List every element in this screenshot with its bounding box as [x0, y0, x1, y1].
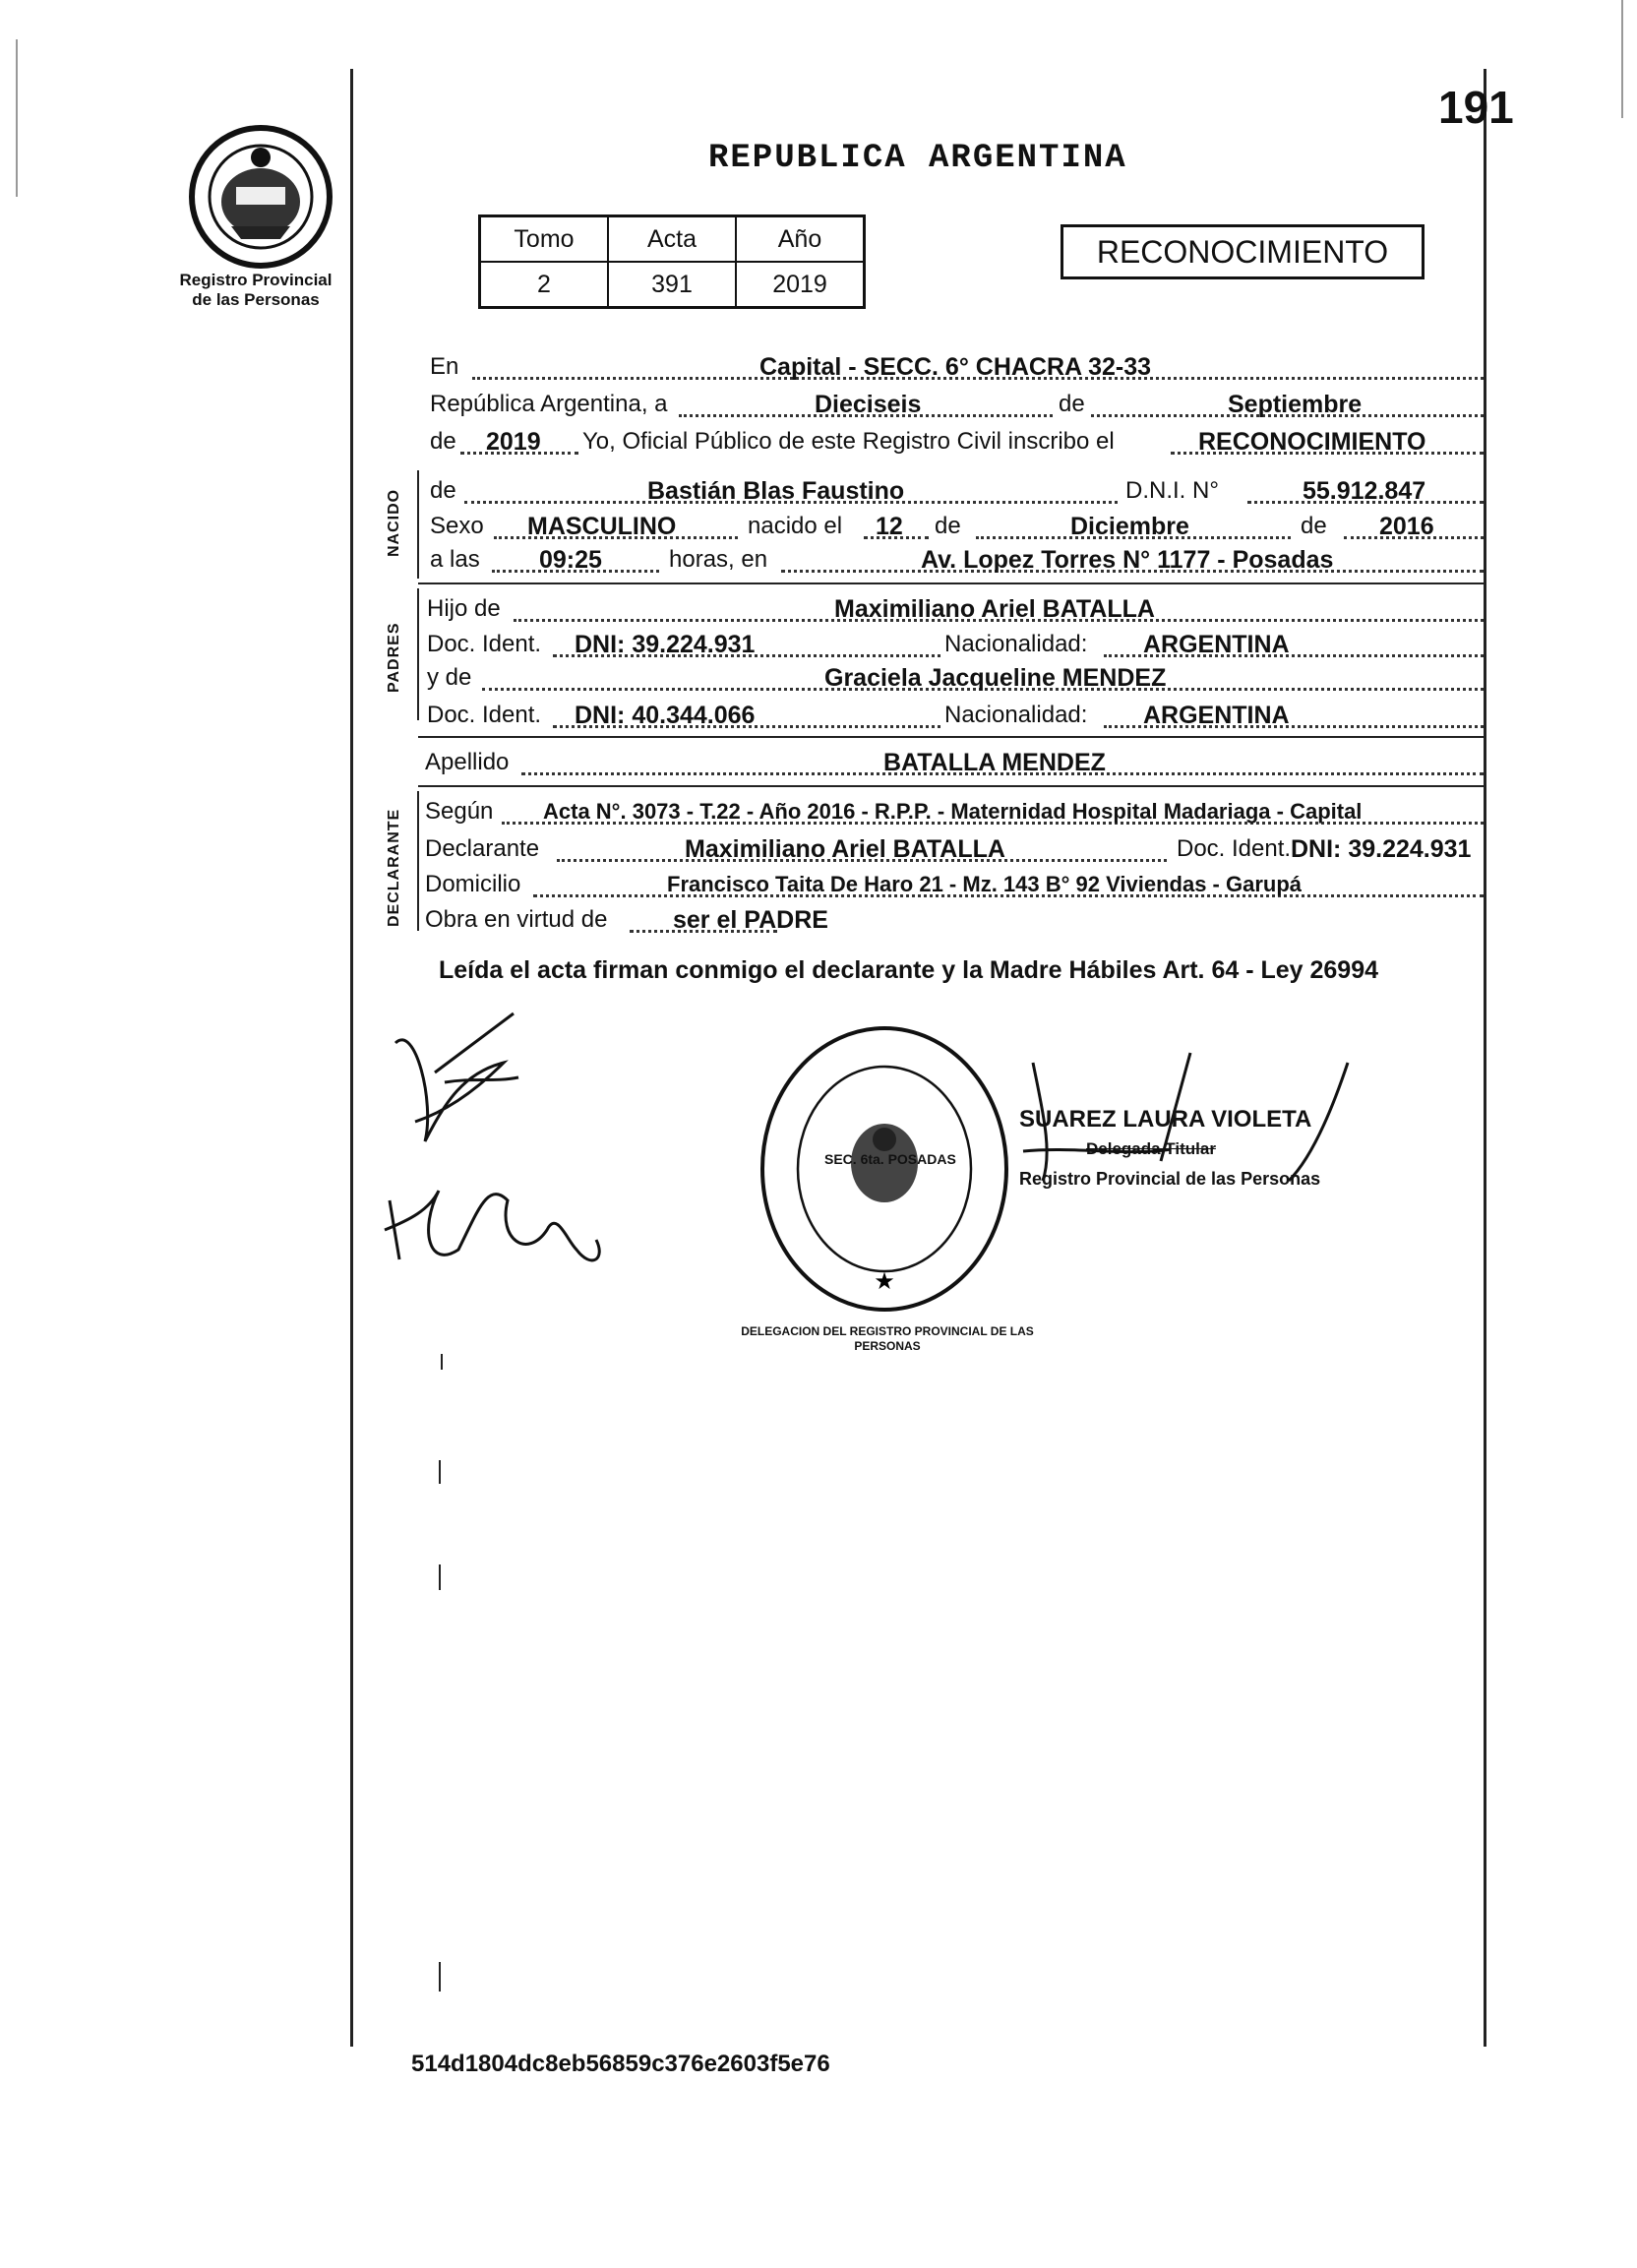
ref-value-anio: 2019 — [736, 262, 865, 308]
ref-value-acta: 391 — [608, 262, 736, 308]
declarante-bracket — [417, 791, 419, 931]
birth-year-value: 2016 — [1379, 513, 1434, 540]
official-name: SUAREZ LAURA VIOLETA — [1019, 1106, 1312, 1133]
ref-header-anio: Año — [736, 216, 865, 263]
section-separator — [418, 736, 1485, 738]
segun-label: Según — [425, 798, 494, 825]
nac1-value: ARGENTINA — [1143, 631, 1290, 658]
official-org: Registro Provincial de las Personas — [1019, 1169, 1321, 1189]
time-value: 09:25 — [539, 546, 602, 574]
ref-header-tomo: Tomo — [480, 216, 609, 263]
en-label: En — [430, 353, 459, 380]
domicilio-label: Domicilio — [425, 871, 521, 897]
row-segun — [425, 795, 1484, 828]
nacido-de2-label: de — [935, 513, 961, 539]
nacido-de-label: de — [430, 477, 456, 504]
logo-caption — [157, 271, 354, 310]
row-apellido — [425, 746, 1484, 779]
declarante-side-label: DECLARANTE — [386, 808, 402, 927]
mother-value: Graciela Jacqueline MENDEZ — [824, 664, 1167, 692]
dni-label: D.N.I. N° — [1125, 477, 1219, 504]
logo-caption-line1: Registro Provincial — [179, 271, 333, 289]
nac1-label: Nacionalidad: — [940, 628, 1091, 661]
svg-text:★: ★ — [874, 1267, 895, 1295]
padres-bracket — [417, 588, 419, 720]
padres-side-label: PADRES — [386, 622, 402, 693]
mother-signature — [380, 1151, 616, 1299]
de-label: de — [1055, 388, 1089, 421]
de2-label: de — [430, 428, 456, 455]
month-value: Septiembre — [1228, 391, 1363, 418]
declarante-doc-label: Doc. Ident. — [1177, 835, 1292, 862]
birth-day-value: 12 — [876, 513, 903, 540]
stamp-ring-text: DELEGACION DEL REGISTRO PROVINCIAL DE LAS PERSONAS — [741, 1324, 1034, 1353]
page-number: 191 — [1438, 82, 1514, 133]
nacido-bracket — [417, 470, 419, 579]
province-seal-logo — [187, 123, 334, 271]
official-stamp — [758, 1023, 1011, 1315]
nacido-side-label: NACIDO — [386, 488, 402, 557]
margin-mark — [439, 1460, 441, 1484]
en-value: Capital - SECC. 6° CHACRA 32-33 — [759, 353, 1152, 381]
sexo-value: MASCULINO — [527, 513, 677, 540]
row-doc1 — [425, 628, 1484, 661]
reference-table — [478, 215, 866, 309]
margin-mark — [439, 1564, 441, 1590]
row-declarante — [425, 832, 1484, 866]
margin-mark — [441, 1354, 443, 1370]
declarante-value: Maximiliano Ariel BATALLA — [685, 835, 1005, 863]
republica-label: República Argentina, a — [430, 391, 668, 417]
stamp-inner-text: SEC. 6ta. POSADAS — [824, 1151, 956, 1167]
doc1-label: Doc. Ident. — [427, 631, 542, 657]
row-en — [425, 350, 1484, 384]
sexo-label: Sexo — [430, 513, 484, 539]
logo-caption-line2: de las Personas — [192, 290, 320, 309]
row-y-de — [425, 661, 1484, 695]
left-border-line — [350, 69, 353, 2047]
inscribo-value: RECONOCIMIENTO — [1198, 428, 1426, 456]
row-domicilio — [425, 868, 1484, 901]
dni-value: 55.912.847 — [1303, 477, 1426, 505]
doc1-value: DNI: 39.224.931 — [575, 631, 756, 658]
row-sexo — [425, 510, 1484, 543]
apellido-value: BATALLA MENDEZ — [883, 749, 1106, 776]
horas-label: horas, en — [669, 546, 768, 573]
birth-month-value: Diciembre — [1070, 513, 1189, 540]
right-border-line — [1484, 69, 1486, 2047]
birth-place-value: Av. Lopez Torres N° 1177 - Posadas — [921, 546, 1334, 574]
oficial-text: Yo, Oficial Público de este Registro Civil inscribo el — [582, 428, 1115, 455]
declarante-doc-value: DNI: 39.224.931 — [1291, 835, 1472, 863]
father-value: Maximiliano Ariel BATALLA — [834, 595, 1155, 623]
closing-statement: Leída el acta firman conmigo el declarante y la Madre Hábiles Art. 64 - Ley 26994 — [439, 956, 1379, 984]
margin-mark — [439, 1962, 441, 1992]
y-de-label: y de — [427, 664, 472, 691]
nac2-value: ARGENTINA — [1143, 702, 1290, 729]
document-hash: 514d1804dc8eb56859c376e2603f5e76 — [411, 2051, 830, 2077]
doc2-value: DNI: 40.344.066 — [575, 702, 756, 729]
row-nacido-name — [425, 474, 1484, 508]
nacido-el-label: nacido el — [748, 513, 843, 539]
a-las-label: a las — [430, 546, 480, 573]
document-type-box: RECONOCIMIENTO — [1061, 224, 1425, 279]
row-obra — [425, 903, 1484, 937]
ref-header-acta: Acta — [608, 216, 736, 263]
nac2-label: Nacionalidad: — [940, 699, 1091, 732]
official-role: Delegada Titular — [1086, 1139, 1216, 1158]
declarant-signature — [386, 984, 582, 1161]
hijo-label: Hijo de — [427, 595, 501, 622]
row-doc2 — [425, 699, 1484, 732]
official-handwritten-signature — [1013, 1043, 1367, 1230]
nacido-name-value: Bastián Blas Faustino — [647, 477, 905, 505]
section-separator — [418, 582, 1485, 584]
section-separator — [418, 785, 1485, 787]
row-year — [425, 425, 1484, 459]
year-value: 2019 — [486, 428, 541, 456]
nacido-de3-label: de — [1301, 513, 1327, 539]
apellido-label: Apellido — [425, 749, 510, 775]
obra-label: Obra en virtud de — [425, 906, 608, 933]
row-hijo — [425, 592, 1484, 626]
scan-edge-right — [1621, 0, 1623, 118]
day-value: Dieciseis — [815, 391, 922, 418]
row-hora — [425, 543, 1484, 577]
ref-value-tomo: 2 — [480, 262, 609, 308]
doc2-label: Doc. Ident. — [427, 702, 542, 728]
scan-edge-left — [16, 39, 18, 197]
document-title: REPUBLICA ARGENTINA — [708, 140, 1127, 177]
domicilio-value: Francisco Taita De Haro 21 - Mz. 143 B° 92 Viviendas - Garupá — [667, 872, 1303, 896]
row-republica — [425, 388, 1484, 421]
segun-value: Acta N°. 3073 - T.22 - Año 2016 - R.P.P. - Maternidad Hospital Madariaga - Capital — [543, 799, 1363, 824]
obra-value: ser el PADRE — [673, 906, 828, 934]
declarante-label: Declarante — [425, 835, 540, 862]
